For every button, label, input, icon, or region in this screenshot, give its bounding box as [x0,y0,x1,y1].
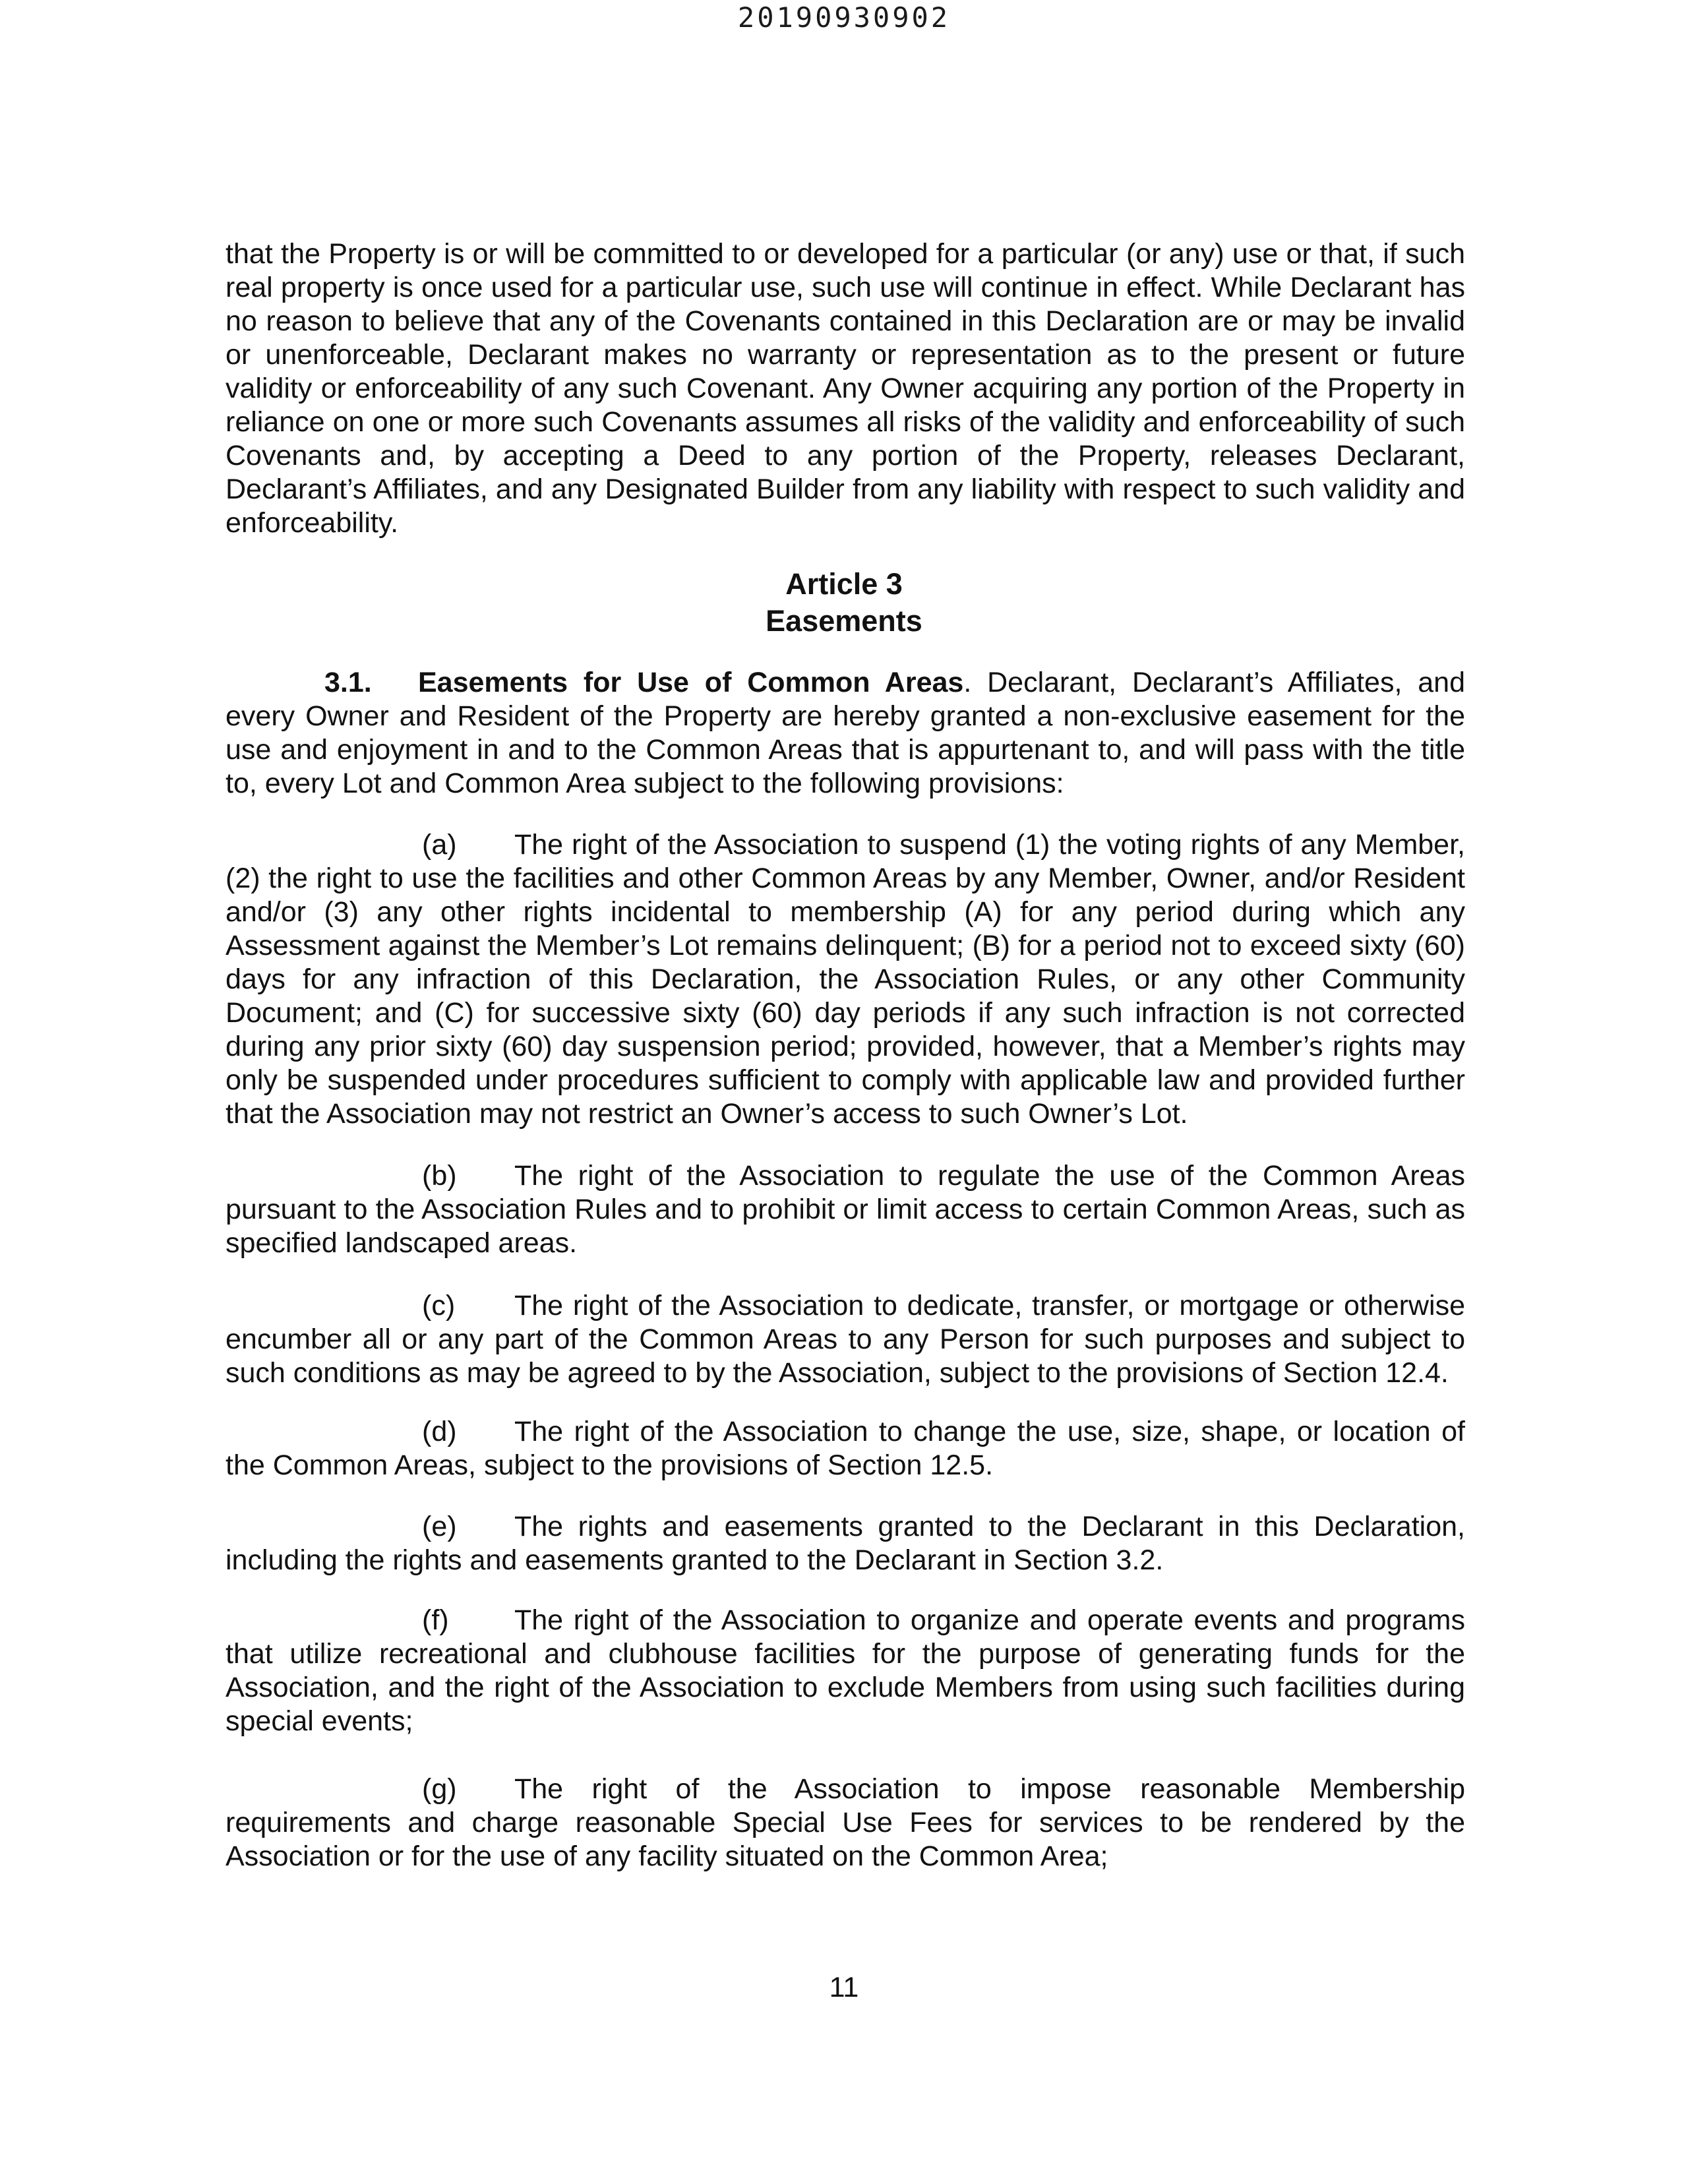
section-title: Easements for Use of Common Areas [418,667,964,698]
subsection-label: (c) [422,1290,456,1321]
subsection-d [226,1415,1465,1482]
subsection-f [226,1604,1465,1738]
subsection-label: (g) [422,1773,457,1805]
document-number: 20190930902 [737,1,951,34]
subsection-label: (f) [422,1604,449,1636]
subsection-text: The right of the Association to impose reasonable Membership requirements and charge reasonable Special Use Fees for services to be rendered by the Association or for the use of any facility situated on the Common Area; [226,1773,1465,1872]
intro-paragraph-block [226,237,1465,540]
section-number: 3.1. [324,667,372,698]
page-number: 11 [829,1972,859,2003]
article-heading [0,566,1688,640]
subsection-a [226,828,1465,1131]
article-title: Easements [766,604,922,638]
subsection-label: (b) [422,1160,457,1192]
subsection-c [226,1289,1465,1390]
subsection-label: (a) [422,829,457,861]
subsection-text: The right of the Association to suspend (1) the voting rights of any Member, (2) the right to use the facilities and other Common Areas by any Member, Owner, and/or Resident and/or (3) any other rights incidental to membership (A) for any period during which any Assessment against the Member’s Lot remains delinquent; (B) for a period not to exceed sixty (60) days for any infraction of this Declaration, the Association Rules, or any other Community Document; and (C) for successive sixty (60) day periods if any such infraction is not corrected during any prior sixty (60) day suspension period; provided, however, that a Member’s rights may only be suspended under procedures sufficient to comply with applicable law and provided further that the Association may not restrict an Owner’s access to such Owner’s Lot. [226,829,1465,1130]
subsection-text: The rights and easements granted to the Declarant in this Declaration, including the rights and easements granted to the Declarant in Section 3.2. [226,1511,1465,1576]
section-text: . Declarant, Declarant’s Affiliates, and every Owner and Resident of the Property are hereby granted a non-exclusive easement for the use and enjoyment in and to the Common Areas that is appurtenant to, and will pass with the title to, every Lot and Common Area subject to the following provisions: [226,667,1465,799]
subsection-text: The right of the Association to organize and operate events and programs that utilize recreational and clubhouse facilities for the purpose of generating funds for the Association, and the right of the Association to exclude Members from using such facilities during special events; [226,1604,1465,1737]
subsection-b [226,1159,1465,1260]
subsection-text: The right of the Association to dedicate, transfer, or mortgage or otherwise encumber all or any part of the Common Areas to any Person for such purposes and subject to such conditions as may be agreed to by the Association, subject to the provisions of Section 12.4. [226,1290,1465,1389]
intro-paragraph: that the Property is or will be committed to or developed for a particular (or any) use or that, if such real property is once used for a particular use, such use will continue in effect. While Declarant has no reason to believe that any of the Covenants contained in this Declaration are or may be invalid or unenforceable, Declarant makes no warranty or representation as to the present or future validity or enforceability of any such Covenant. Any Owner acquiring any portion of the Property in reliance on one or more such Covenants assumes all risks of the validity and enforceability of such Covenants and, by accepting a Deed to any portion of the Property, releases Declarant, Declarant’s Affiliates, and any Designated Builder from any liability with respect to such validity and enforceability. [226,238,1465,539]
subsection-label: (e) [422,1511,457,1542]
subsection-text: The right of the Association to regulate the use of the Common Areas pursuant to the Association Rules and to prohibit or limit access to certain Common Areas, such as specified landscaped areas. [226,1160,1465,1259]
subsection-label: (d) [422,1416,457,1447]
subsection-e [226,1510,1465,1577]
subsection-g [226,1773,1465,1873]
section-3-1 [226,666,1465,801]
article-number: Article 3 [785,567,903,601]
subsection-text: The right of the Association to change the use, size, shape, or location of the Common Areas, subject to the provisions of Section 12.5. [226,1416,1465,1481]
